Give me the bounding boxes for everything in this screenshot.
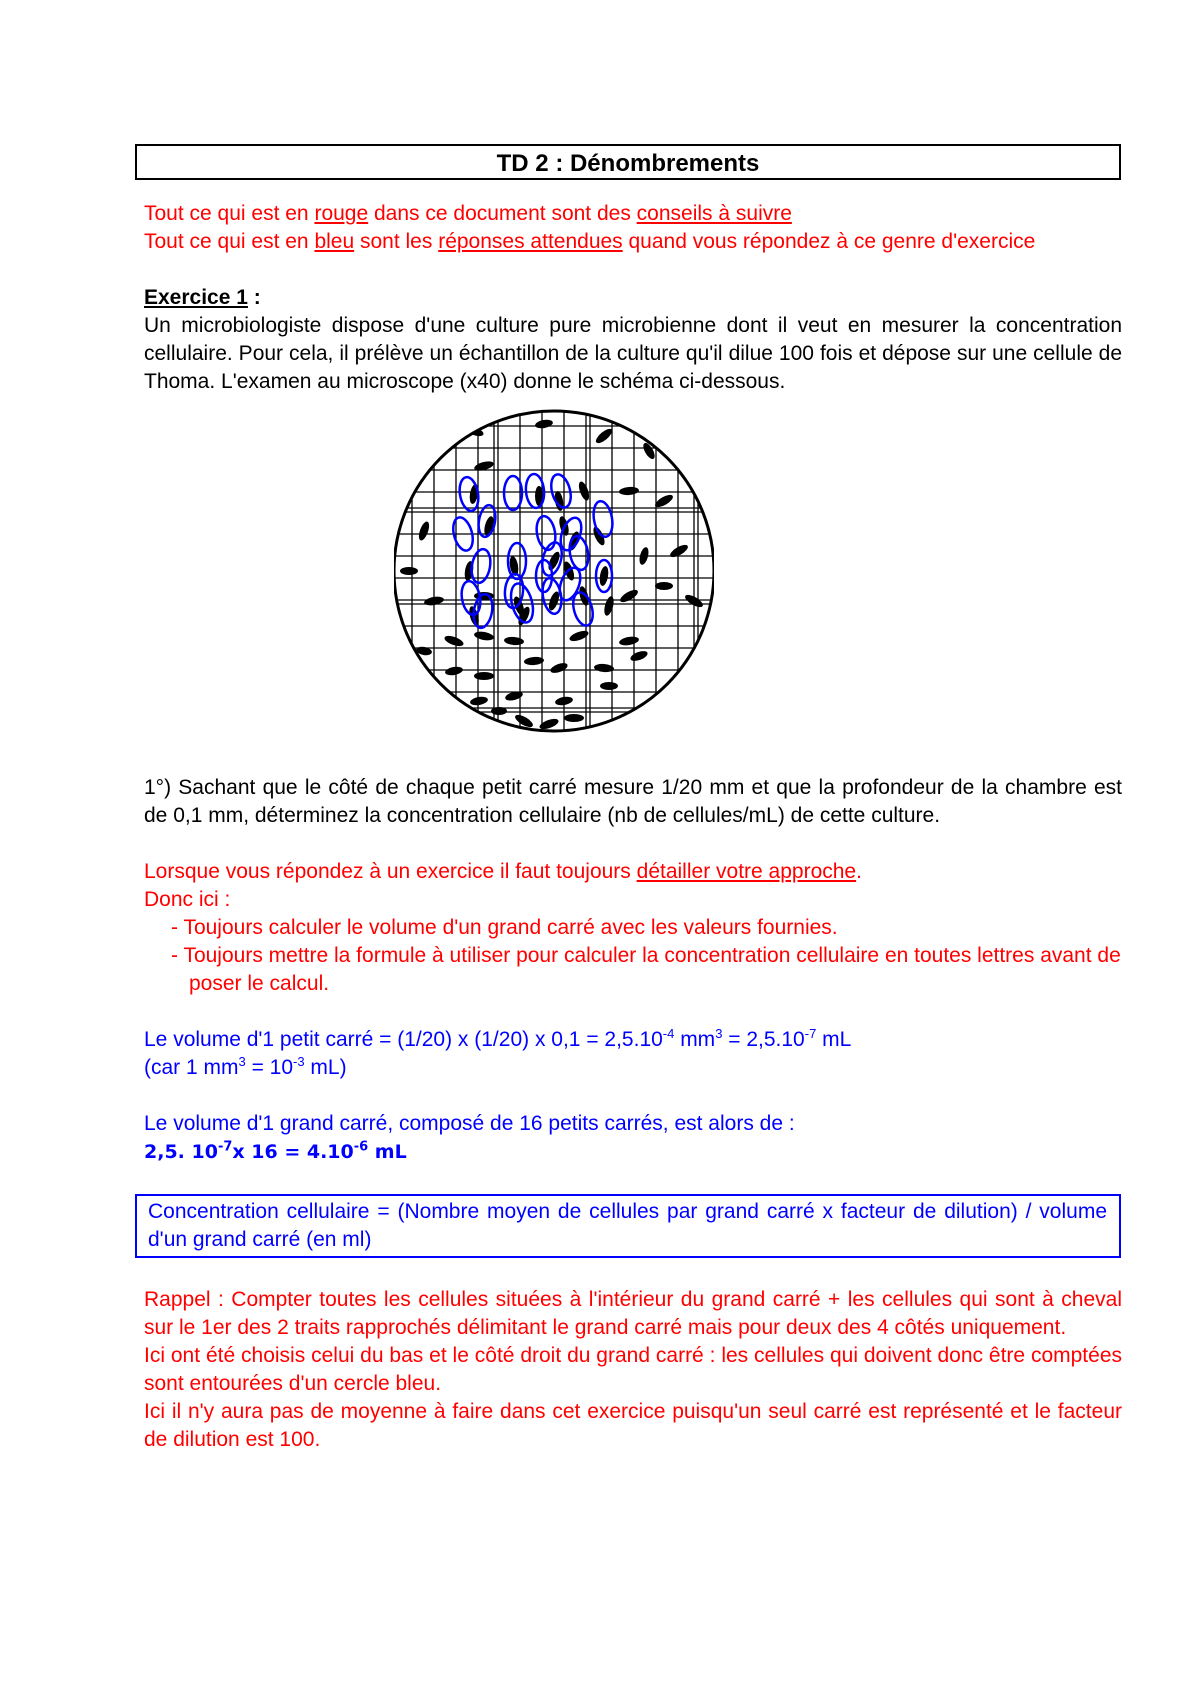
- question-1: 1°) Sachant que le côté de chaque petit carré mesure 1/20 mm et que la profondeur de la chambre est de 0,1 mm, déterminez la concentration cellulaire (nb de cellules/mL) de cette culture.: [144, 776, 1122, 827]
- intro-blue-line: Tout ce qui est en bleu sont les réponses attendues quand vous répondez à ce genre d'exercice: [144, 230, 1036, 253]
- counted-cell-circle: [457, 476, 481, 513]
- concentration-formula: Concentration cellulaire = (Nombre moyen de cellules par grand carré x facteur de dilution) / volume d'un grand carré (en ml): [148, 1200, 1107, 1251]
- counted-cell-circle: [504, 476, 522, 510]
- page-title: TD 2 : Dénombrements: [135, 144, 1121, 180]
- microbe-cell: [594, 663, 615, 673]
- microbe-cell: [473, 630, 494, 641]
- microbe-cell: [400, 567, 418, 575]
- microbe-cell: [524, 656, 545, 666]
- unit-conversion: (car 1 $mm^3 = 10^{-3}$ mL): [144, 1054, 347, 1079]
- reminder-paragraph-2: Ici ont été choisis celui du bas et le côté droit du grand carré : les cellules qui doivent donc être comptées sont entourées d'un cercle bleu.: [144, 1344, 1122, 1395]
- microbe-cell: [417, 520, 431, 542]
- counted-cell-circle: [469, 548, 493, 585]
- intro-red-line: Tout ce qui est en rouge dans ce document sont des conseils à suivre: [144, 202, 792, 225]
- thoma-cell-diagram: [394, 406, 714, 736]
- microbe-cell: [618, 588, 639, 605]
- counted-cell-circle: [534, 515, 558, 552]
- microbe-cell: [444, 665, 463, 676]
- microbe-cell: [629, 649, 649, 663]
- document-page: [144, 144, 1122, 1454]
- microbe-cell: [600, 682, 618, 690]
- microbe-cell: [641, 441, 657, 461]
- exercise-statement: Un microbiologiste dispose d'une culture pure microbienne dont il veut en mesurer la concentration cellulaire. Pour cela, il prélève un échantillon de la culture qu'il dilue 100 fois et dépose sur une cellule de Thoma. L'examen au microscope (x40) donne le schéma ci-dessous.: [144, 314, 1122, 393]
- microbe-cell: [564, 714, 584, 722]
- advice-bullet-2: - Toujours mettre la formule à utiliser pour calculer la concentration cellulaire en toutes lettres avant de poser le calcul.: [171, 944, 1121, 995]
- microbe-cell: [668, 543, 689, 560]
- thoma-cell-figure: [144, 406, 1122, 746]
- big-square-volume: Le volume d'1 grand carré, composé de 16 petits carrés, est alors de :: [144, 1112, 795, 1135]
- microbe-cell: [469, 695, 488, 706]
- microbe-cell: [504, 636, 525, 646]
- microbe-cell: [423, 595, 444, 606]
- small-square-volume: Le volume d'1 petit carré = (1/20) x (1/20) x $0,1 = 2,5.10^{-4}$ $mm^3 = 2,5.10^{-7}$ mL: [144, 1026, 852, 1051]
- microbe-cell: [577, 480, 591, 502]
- microbe-cell: [655, 582, 673, 590]
- microbe-cell: [618, 635, 639, 646]
- microbe-cell: [491, 707, 507, 715]
- concentration-formula-box: [135, 1194, 1121, 1258]
- microbe-cell: [474, 672, 494, 680]
- microbe-cell: [603, 595, 616, 616]
- microbe-cell: [598, 565, 609, 586]
- advice-bullet-1: - Toujours calculer le volume d'un grand carré avec les valeurs fournies.: [171, 916, 838, 939]
- advice-line-2: Donc ici :: [144, 888, 231, 911]
- big-square-result: 2,5. $10^{-7}x$ $16 = 4.10^{-6}$ mL: [144, 1139, 407, 1163]
- microbe-cell: [534, 418, 553, 429]
- microbe-cell: [554, 695, 573, 706]
- microbe-cell: [594, 427, 614, 446]
- advice-line-1: Lorsque vous répondez à un exercice il faut toujours détailler votre approche.: [144, 860, 862, 883]
- reminder-paragraph-1: Rappel : Compter toutes les cellules situées à l'intérieur du grand carré + les cellules qui sont à cheval sur le 1er des 2 traits rapprochés délimitant le grand carré mais pour deux des 4 côtés uniquement.: [144, 1288, 1122, 1339]
- microbe-cell: [619, 486, 640, 496]
- reminder-paragraph-3: Ici il n'y aura pas de moyenne à faire dans cet exercice puisqu'un seul carré est représenté et le facteur de dilution est 100.: [144, 1400, 1122, 1451]
- microbe-cell: [443, 634, 465, 648]
- exercise-heading: Exercice 1 :: [144, 286, 261, 309]
- microbe-cell: [549, 661, 569, 675]
